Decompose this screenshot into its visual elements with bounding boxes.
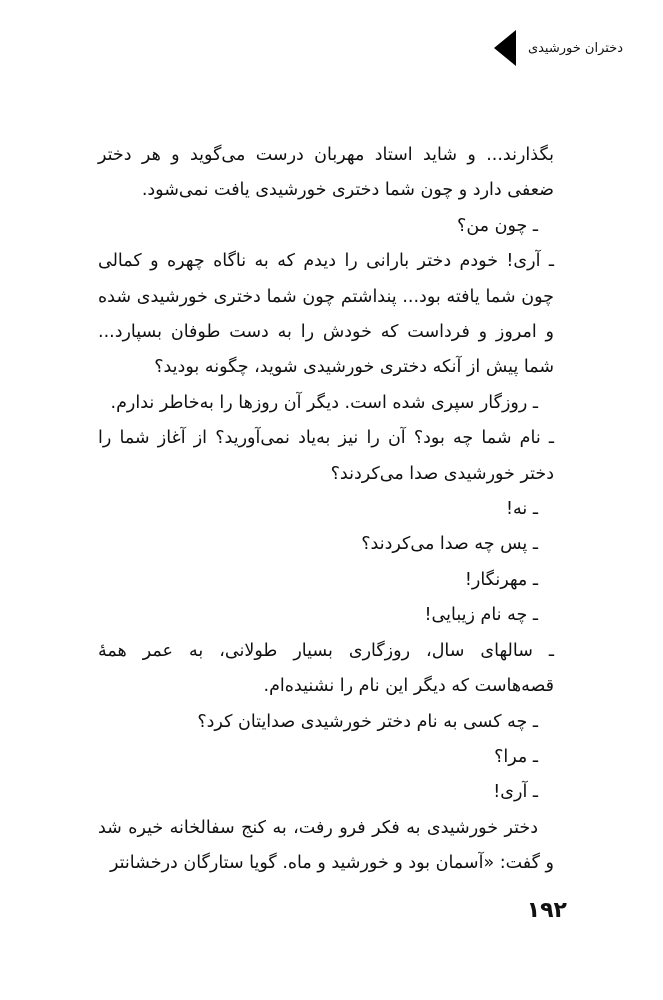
paragraph: ـ نام شما چه بود؟ آن را نیز به‌یاد نمی‌آورید؟ از آغاز شما را دختر خورشیدی صدا می‌کردند؟: [98, 428, 554, 484]
dialog-line: ـ مرا؟: [494, 746, 538, 767]
dialog-line: ـ چون من؟: [457, 215, 538, 236]
page-number: ۱۹۲: [526, 898, 567, 923]
dialog-line: ـ چه کسی به نام دختر خورشیدی صدایتان کرد؟: [197, 711, 538, 732]
dialog-line: ـ مهرنگار!: [464, 569, 538, 590]
dialog-line: ـ پس چه صدا می‌کردند؟: [361, 534, 538, 555]
dialog-line: ـ روزگار سپری شده است. دیگر آن روزها را به‌خاطر ندارم.: [110, 392, 538, 413]
paragraph: بگذارند... و شاید استاد مهربان درست می‌گوید و هر دختر ضعفی دارد و چون شما دختری خورشیدی یافت نمی‌شود.: [98, 145, 554, 201]
running-header: [494, 30, 623, 66]
dialog-line: ـ نه!: [506, 499, 538, 520]
paragraph: ـ آری! خودم دختر بارانی را دیدم که به ناگاه چهره و کمالی چون شما یافته بود... پنداشتم چون شما دختری خورشیدی شده و امروز و فرداست که خودش را به دست طوفان بسپارد... شما پیش از آنکه دختری خورشیدی شوید، چگونه بودید؟: [98, 251, 554, 378]
body-text: [98, 138, 554, 882]
page-marker-arrow-icon: [494, 30, 516, 66]
paragraph: دختر خورشیدی به فکر فرو رفت، به کنج سفالخانه خیره شد و گفت: «آسمان بود و خورشید و ماه. گویا ستارگان درخشانتر: [98, 817, 554, 874]
paragraph: ـ سالهای سال، روزگاری بسیار طولانی، به عمر همهٔ قصه‌هاست که دیگر این نام را نشنیده‌ام.: [98, 640, 554, 697]
running-header-title: دختران خورشیدی: [527, 40, 623, 56]
dialog-line: ـ آری!: [493, 782, 538, 803]
dialog-line: ـ چه نام زیبایی!: [424, 605, 538, 626]
